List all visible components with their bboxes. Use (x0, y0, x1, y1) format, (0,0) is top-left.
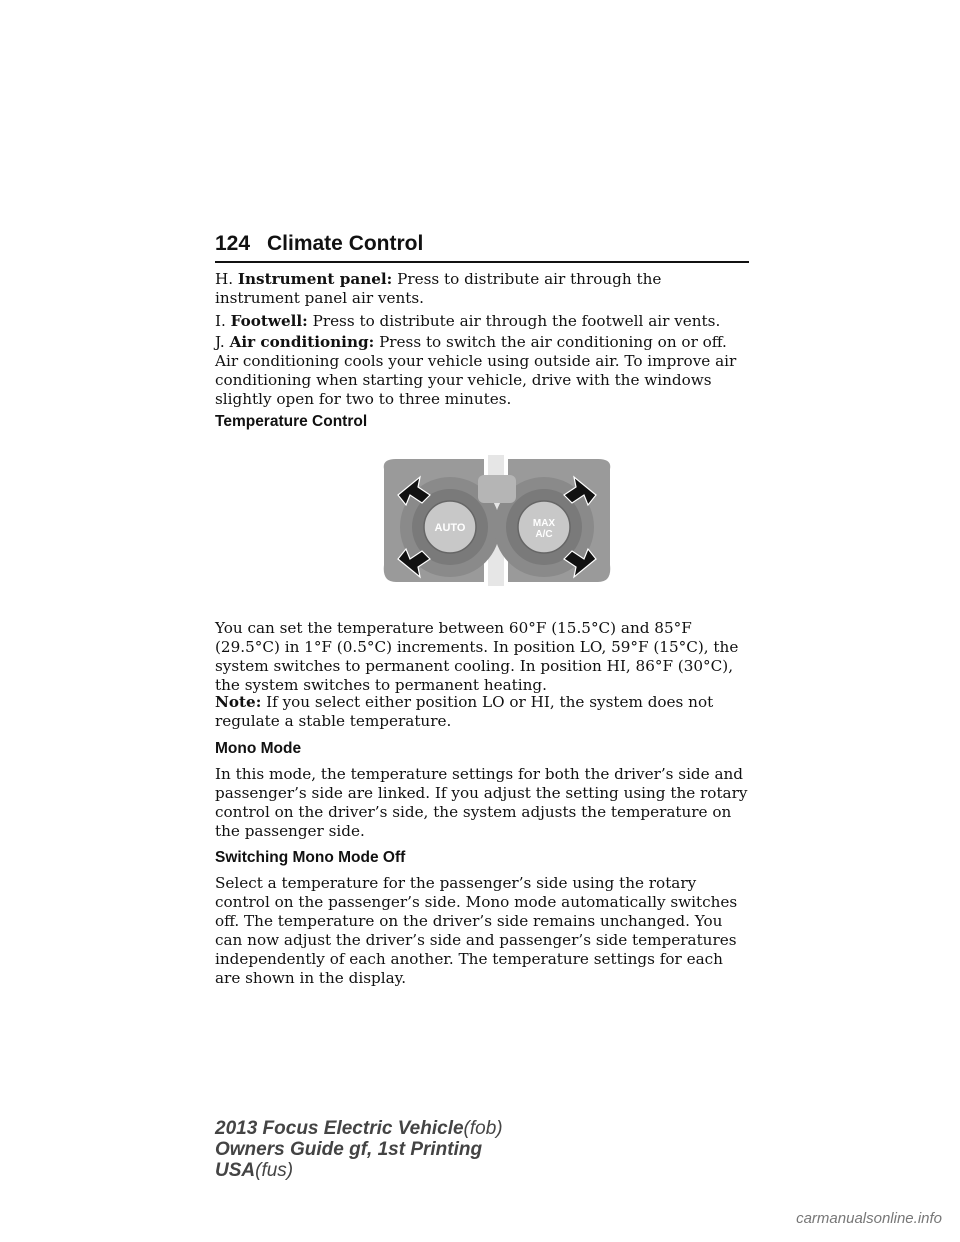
item-prefix: H. (215, 270, 234, 288)
footer-model: 2013 Focus Electric Vehicle (215, 1118, 464, 1139)
mono-mode-off-heading: Switching Mono Mode Off (215, 849, 406, 866)
item-label: Instrument panel: (237, 270, 393, 288)
item-label: Air conditioning: (229, 333, 375, 351)
section-title: Climate Control (267, 232, 424, 255)
page-header (215, 232, 749, 260)
climate-control-figure (378, 455, 616, 586)
temperature-range-paragraph: You can set the temperature between 60°F (15.5°C) and 85°F (29.5°C) in 1°F (0.5°C) increments. In position LO, 59°F (15°C), the system switches to permanent cooling. In position HI, 86°F (30°C), the system switches to permanent heating. (215, 619, 739, 694)
header-rule (215, 261, 749, 263)
item-text: Press to distribute air through the instrument panel air vents. (215, 270, 662, 307)
note-label: Note: (215, 693, 262, 711)
mono-mode-paragraph: In this mode, the temperature settings for both the driver’s side and passenger’s side are linked. If you adjust the setting using the rotary control on the driver’s side, the system adjusts the temperature on the passenger side. (215, 765, 748, 840)
footer-edition: Owners Guide gf, 1st Printing (215, 1139, 483, 1160)
item-prefix: I. (215, 312, 226, 330)
item-label: Footwell: (230, 312, 308, 330)
note-text: If you select either position LO or HI, the system does not regulate a stable temperature. (215, 693, 714, 730)
footer-market-code: (fus) (255, 1160, 294, 1181)
ac-button-label: A/C (535, 529, 553, 540)
paragraph-h (215, 270, 749, 308)
page-number: 124 (215, 232, 251, 255)
mono-mode-heading: Mono Mode (215, 740, 302, 757)
paragraph-j (215, 333, 749, 409)
climate-knobs-illustration (378, 455, 616, 586)
paragraph-i (215, 312, 749, 331)
item-text: Press to switch the air conditioning on or off. Air conditioning cools your vehicle using outside air. To improve air conditioning when starting your vehicle, drive with the windows slightly open for two to three minutes. (215, 333, 737, 408)
footer-market: USA (215, 1160, 256, 1181)
mono-mode-off-paragraph: Select a temperature for the passenger’s side using the rotary control on the passenger’s side. Mono mode automatically switches off. The temperature on the driver’s side remains unchanged. You can now adjust the driver’s side and passenger’s side temperatures independently of each another. The temperature settings for each are shown in the display. (215, 874, 738, 987)
note-paragraph (215, 693, 749, 731)
auto-button-label: AUTO (434, 522, 466, 534)
item-text: Press to distribute air through the footwell air vents. (312, 312, 721, 330)
max-button-label: MAX (532, 518, 556, 529)
watermark-text: carmanualsonline.info (796, 1210, 942, 1227)
temperature-control-heading: Temperature Control (215, 413, 368, 430)
print-footer (215, 1118, 503, 1181)
item-prefix: J. (215, 333, 225, 351)
footer-model-code: (fob) (463, 1118, 503, 1139)
